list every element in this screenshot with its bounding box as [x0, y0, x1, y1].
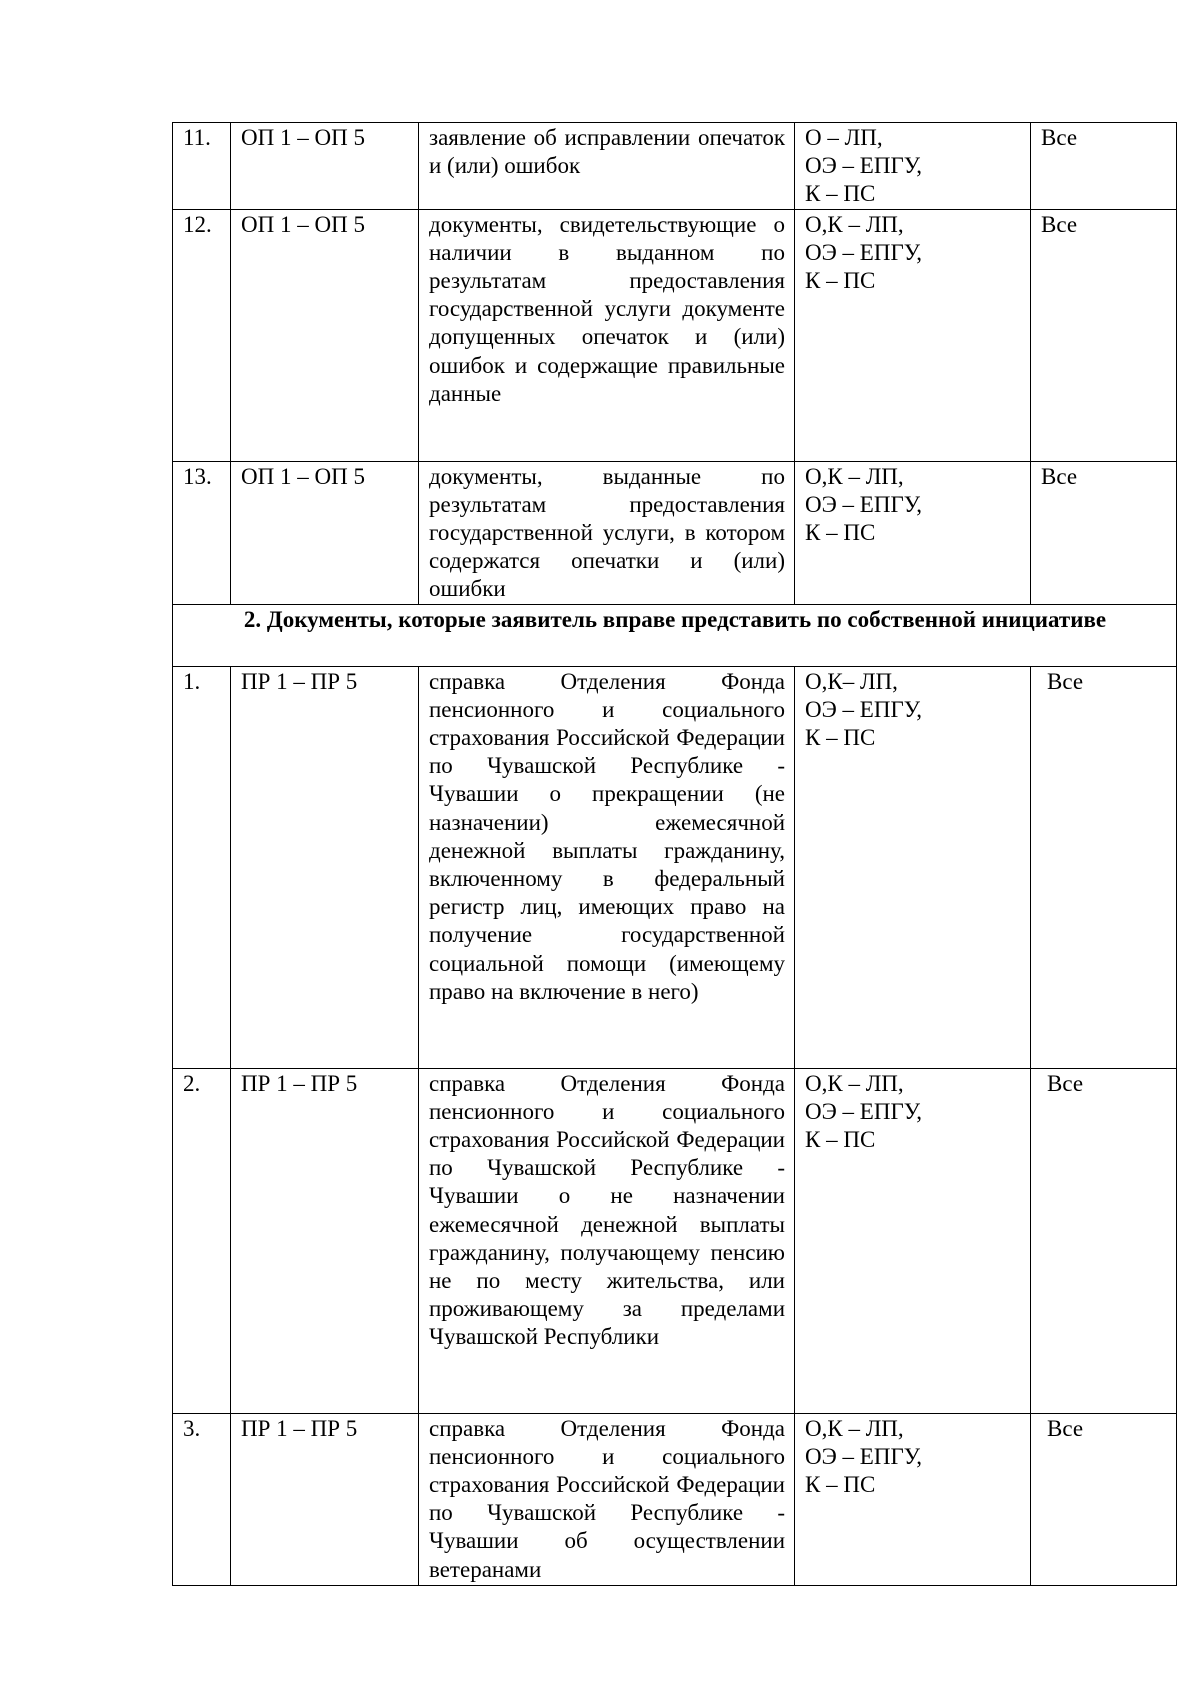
- row-code: ОП 1 – ОП 5: [231, 461, 419, 604]
- row-channels: [795, 461, 1031, 604]
- channel-line: О,К – ЛП,: [805, 211, 904, 237]
- table-row: [173, 1413, 1177, 1585]
- channel-line: ОЭ – ЕПГУ,: [805, 491, 923, 517]
- table-row: [173, 1068, 1177, 1413]
- row-description: документы, выданные по результатам предоставления государственной услуги, в котором содержатся опечатки и (или) ошибки: [419, 461, 795, 604]
- row-number: 13.: [173, 461, 231, 604]
- channel-line: К – ПС: [805, 181, 876, 207]
- channel-line: ОЭ – ЕПГУ,: [805, 1443, 923, 1469]
- row-applicants: Все: [1031, 1413, 1177, 1585]
- row-applicants: Все: [1031, 461, 1177, 604]
- row-applicants: Все: [1031, 666, 1177, 1068]
- table-row: [173, 666, 1177, 1068]
- channel-line: О,К – ЛП,: [805, 463, 904, 489]
- channel-line: ОЭ – ЕПГУ,: [805, 1098, 923, 1124]
- channel-line: О – ЛП,: [805, 125, 883, 150]
- row-description: справка Отделения Фонда пенсионного и социального страхования Российской Федерации по Чувашской Республике - Чувашии об осуществлении ветеранами: [419, 1413, 795, 1585]
- row-code: ПР 1 – ПР 5: [231, 1068, 419, 1413]
- row-number: 12.: [173, 209, 231, 461]
- row-channels: [795, 1068, 1031, 1413]
- channel-line: К – ПС: [805, 1127, 876, 1153]
- row-applicants: Все: [1031, 1068, 1177, 1413]
- row-description: заявление об исправлении опечаток и (или) ошибок: [419, 123, 795, 210]
- row-channels: [795, 1413, 1031, 1585]
- row-code: ПР 1 – ПР 5: [231, 666, 419, 1068]
- channel-line: О,К– ЛП,: [805, 668, 898, 694]
- row-number: 3.: [173, 1413, 231, 1585]
- row-code: ОП 1 – ОП 5: [231, 209, 419, 461]
- table-row: [173, 209, 1177, 461]
- row-number: 1.: [173, 666, 231, 1068]
- row-code: ПР 1 – ПР 5: [231, 1413, 419, 1585]
- row-channels: [795, 666, 1031, 1068]
- row-channels: [795, 209, 1031, 461]
- documents-table: [172, 122, 1177, 1586]
- row-number: 2.: [173, 1068, 231, 1413]
- channel-line: О,К – ЛП,: [805, 1415, 904, 1441]
- row-channels: [795, 123, 1031, 210]
- channel-line: К – ПС: [805, 520, 876, 546]
- section-heading: 2. Документы, которые заявитель вправе представить по собственной инициативе: [173, 604, 1177, 666]
- channel-line: ОЭ – ЕПГУ,: [805, 696, 923, 722]
- channel-line: К – ПС: [805, 268, 876, 294]
- channel-line: К – ПС: [805, 1472, 876, 1498]
- row-description: справка Отделения Фонда пенсионного и социального страхования Российской Федерации по Чувашской Республике - Чувашии о не назначении ежемесячной денежной выплаты гражданину, получающему пенсию не по месту жительства, или проживающему за пределами Чувашской Республики: [419, 1068, 795, 1413]
- table-row: [173, 461, 1177, 604]
- row-description: документы, свидетельствующие о наличии в выданном по результатам предоставления государственной услуги документе допущенных опечаток и (или) ошибок и содержащие правильные данные: [419, 209, 795, 461]
- channel-line: ОЭ – ЕПГУ,: [805, 153, 923, 179]
- row-number: 11.: [173, 123, 231, 210]
- row-code: ОП 1 – ОП 5: [231, 123, 419, 210]
- table-row: [173, 123, 1177, 210]
- row-applicants: Все: [1031, 123, 1177, 210]
- channel-line: К – ПС: [805, 725, 876, 751]
- row-applicants: Все: [1031, 209, 1177, 461]
- row-description: справка Отделения Фонда пенсионного и социального страхования Российской Федерации по Чувашской Республике - Чувашии о прекращении (не назначении) ежемесячной денежной выплаты гражданину, включенному в федеральный регистр лиц, имеющих право на получение государственной социальной помощи (имеющему право на включение в него): [419, 666, 795, 1068]
- channel-line: О,К – ЛП,: [805, 1070, 904, 1096]
- section-heading-row: [173, 604, 1177, 666]
- channel-line: ОЭ – ЕПГУ,: [805, 239, 923, 265]
